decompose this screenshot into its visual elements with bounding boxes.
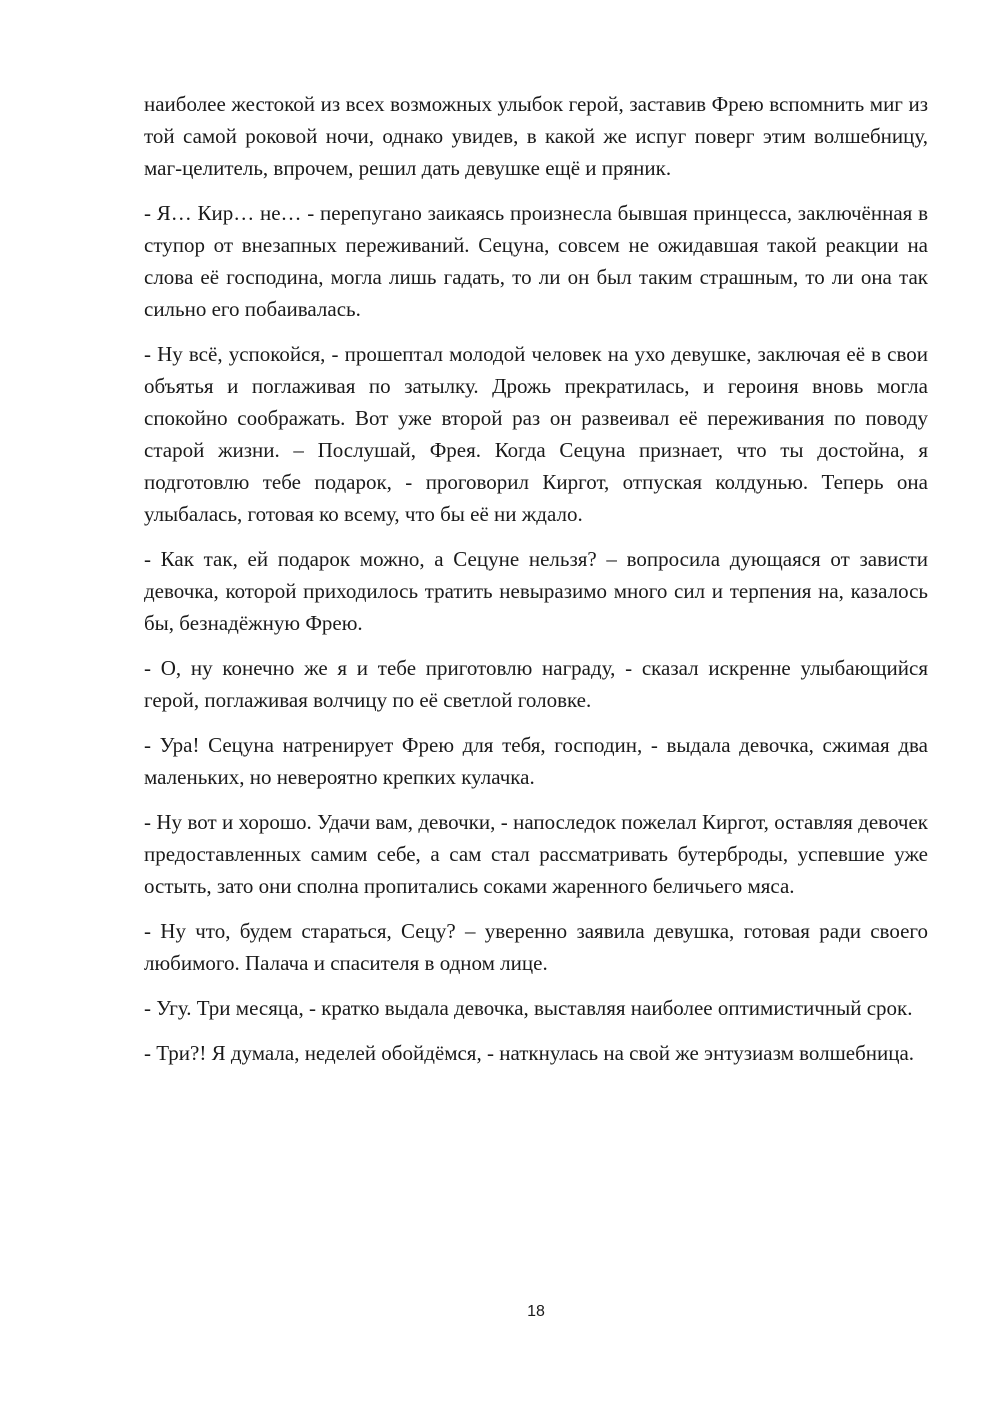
- paragraph-7: - Ну вот и хорошо. Удачи вам, девочки, - напоследок пожелал Киргот, оставляя девочек предоставленных самим себе, а сам стал рассматривать бутерброды, успевшие уже остыть, зато они сполна пропитались соками жаренного беличьего мяса.: [144, 810, 928, 898]
- paragraph-8: - Ну что, будем стараться, Сецу? – уверенно заявила девушка, готовая ради своего любимого. Палача и спасителя в одном лице.: [144, 919, 928, 975]
- paragraph-10: - Три?! Я думала, неделей обойдёмся, - наткнулась на свой же энтузиазм волшебница.: [144, 1041, 915, 1065]
- paragraph-3: - Ну всё, успокойся, - прошептал молодой человек на ухо девушке, заключая её в свои объятья и поглаживая по затылку. Дрожь прекратилась, и героиня вновь могла спокойно соображать. Вот уже второй раз он развеивал её переживания по поводу старой жизни. – Послушай, Фрея. Когда Сецуна признает, что ты достойна, я подготовлю тебе подарок, - проговорил Киргот, отпуская колдунью. Теперь она улыбалась, готовая ко всему, что бы её ни ждало.: [144, 342, 928, 526]
- paragraph-2: - Я… Кир… не… - перепугано заикаясь произнесла бывшая принцесса, заключённая в ступор от внезапных переживаний. Сецуна, совсем не ожидавшая такой реакции на слова её господина, могла лишь гадать, то ли он был таким страшным, то ли она так сильно его побаивалась.: [144, 201, 928, 321]
- paragraph-1: наиболее жестокой из всех возможных улыбок герой, заставив Фрею вспомнить миг из той самой роковой ночи, однако увидев, в какой же испуг поверг этим волшебницу, маг-целитель, впрочем, решил дать девушке ещё и пряник.: [144, 92, 928, 180]
- paragraph-5: - О, ну конечно же я и тебе приготовлю награду, - сказал искренне улыбающийся герой, поглаживая волчицу по её светлой головке.: [144, 656, 928, 712]
- paragraph-9: - Угу. Три месяца, - кратко выдала девочка, выставляя наиболее оптимистичный срок.: [144, 996, 913, 1020]
- page-number: 18: [527, 1303, 545, 1320]
- text-block: [144, 88, 928, 1082]
- paragraph-4: - Как так, ей подарок можно, а Сецуне нельзя? – вопросила дующаяся от зависти девочка, которой приходилось тратить невыразимо много сил и терпения на, казалось бы, безнадёжную Фрею.: [144, 547, 928, 635]
- paragraph-6: - Ура! Сецуна натренирует Фрею для тебя, господин, - выдала девочка, сжимая два маленьких, но невероятно крепких кулачка.: [144, 733, 928, 789]
